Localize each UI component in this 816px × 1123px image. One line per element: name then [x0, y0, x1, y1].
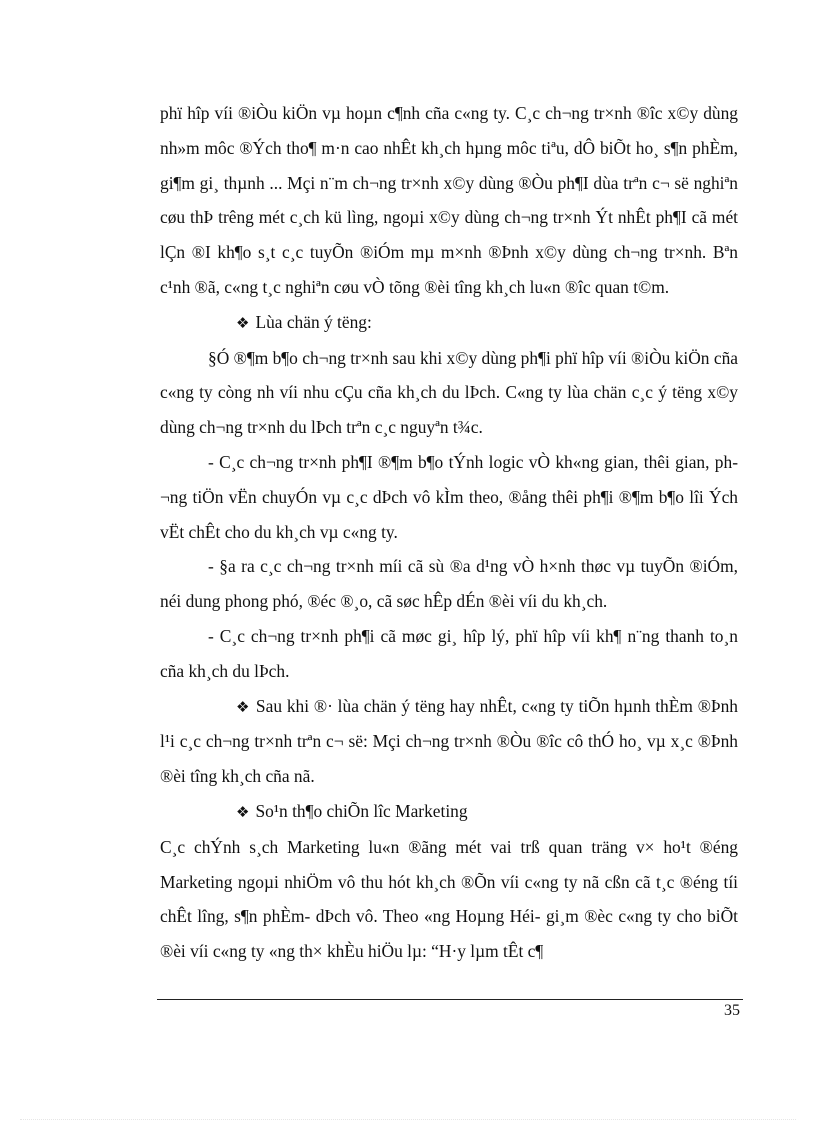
bullet-item-marketing	[160, 794, 738, 830]
paragraph-2: §Ó ®¶m b¶o ch¬ng tr×nh sau khi x©y dùng ph¶i phï hîp víi ®iÒu kiÖn cña c«ng ty còng nh víi nhu cÇu cña kh¸ch du lÞch. C«ng ty lùa chän c¸c ý tëng x©y dùng ch¬ng tr×nh du lÞch trªn c¸c nguyªn t¾c.	[160, 347, 738, 438]
bullet-item-label: Lùa chän ý tëng:	[255, 311, 372, 332]
footer-rule	[157, 999, 743, 1000]
diamond-bullet-icon: ❖	[236, 802, 250, 821]
bullet-item-idea-selection	[160, 305, 738, 341]
body-text	[160, 96, 738, 969]
bullet-item-label: So¹n th¶o chiÕn lîc Marketing	[255, 800, 468, 821]
page-bottom-dotted-border	[20, 1119, 796, 1120]
diamond-bullet-icon: ❖	[236, 313, 250, 332]
paragraph-1: phï hîp víi ®iÒu kiÖn vµ hoµn c¶nh cña c«ng ty. C¸c ch¬ng tr×nh ®îc x©y dùng nh»m môc ®Ých tho¶ m·n cao nhÊt kh¸ch hµng môc tiªu, dÔ biÕt ho¸ s¶n phÈm, gi¶m gi¸ thµnh ... Mçi n¨m ch¬ng tr×nh x©y dùng ®Òu ph¶I dùa trªn c¬ së nghiªn cøu thÞ trêng mét c¸ch kü lìng, ngoµi x©y dùng ch¬ng tr×nh Ýt nhÊt ph¶I cã mét lÇn ®I kh¶o s¸t c¸c tuyÕn ®iÓm mµ m×nh ®Þnh x©y dùng ch¬ng tr×nh. Bªn c¹nh ®ã, c«ng t¸c nghiªn cøu vÒ tõng ®èi tîng kh¸ch lu«n ®îc quan t©m.	[160, 103, 738, 297]
paragraph-4: - §a ra c¸c ch¬ng tr×nh míi cã sù ®a d¹ng vÒ h×nh thøc vµ tuyÕn ®iÓm, néi dung phong phó, ®éc ®¸o, cã søc hÊp dÉn ®èi víi du kh¸ch.	[160, 556, 738, 612]
bullet-item-appraisal	[160, 689, 738, 794]
diamond-bullet-icon: ❖	[236, 697, 250, 716]
paragraph-6: C¸c chÝnh s¸ch Marketing lu«n ®ãng mét vai trß quan träng v× ho¹t ®éng Marketing ngoµi nhiÖm vô thu hót kh¸ch ®Õn víi c«ng ty nã cßn cã t¸c ®éng tíi chÊt lîng, s¶n phÈm- dÞch vô. Theo «ng Hoµng Héi- gi¸m ®èc c«ng ty cho biÕt ®èi víi c«ng ty «ng th× khÈu hiÖu lµ: “H·y lµm tÊt c¶	[160, 836, 738, 962]
page-number: 35	[724, 1002, 740, 1019]
paragraph-5: - C¸c ch¬ng tr×nh ph¶i cã møc gi¸ hîp lý, phï hîp víi kh¶ n¨ng thanh to¸n cña kh¸ch du lÞch.	[160, 625, 738, 681]
paragraph-3: - C¸c ch¬ng tr×nh ph¶I ®¶m b¶o tÝnh logic vÒ kh«ng gian, thêi gian, ph¬ng tiÖn vËn chuyÓn vµ c¸c dÞch vô kÌm theo, ®ång thêi ph¶i ®¶m b¶o lîi Ých vËt chÊt cho du kh¸ch vµ c«ng ty.	[160, 451, 738, 542]
bullet-item-text: Sau khi ®· lùa chän ý tëng hay nhÊt, c«ng ty tiÕn hµnh thÈm ®Þnh l¹i c¸c ch¬ng tr×nh trªn c¬ së: Mçi ch¬ng tr×nh ®Òu ®îc cô thÓ ho¸ vµ x¸c ®Þnh ®èi tîng kh¸ch cña nã.	[160, 695, 738, 787]
